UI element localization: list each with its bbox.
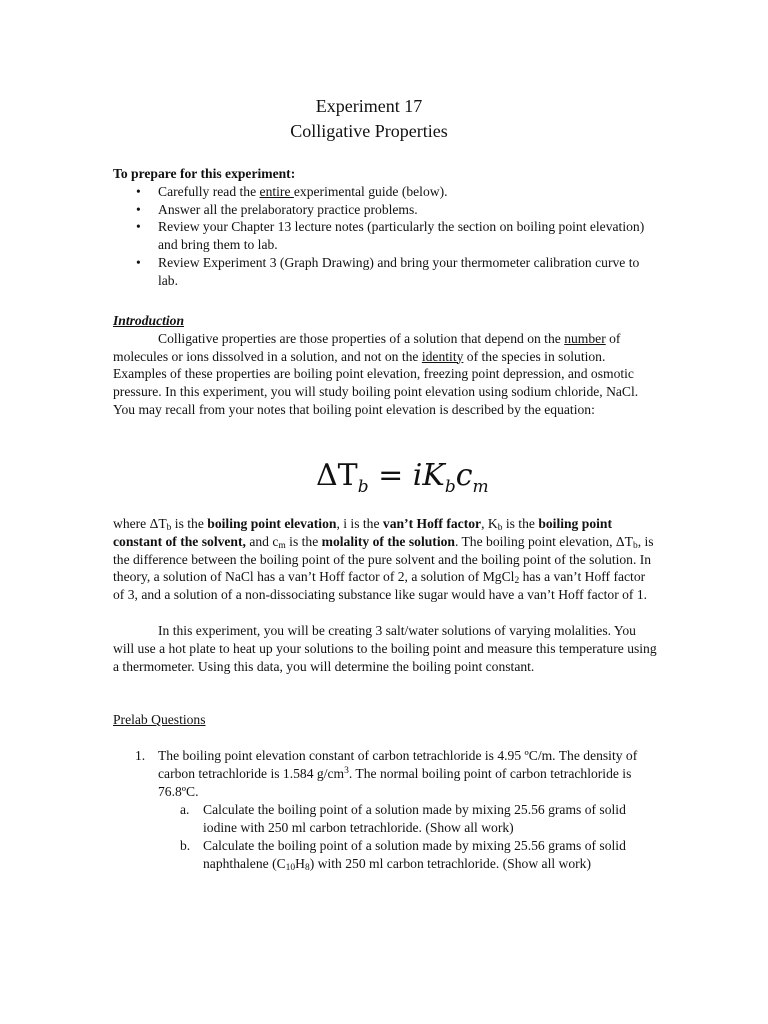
question-1-text: The boiling point elevation constant of carbon tetrachloride is 4.95 ºC/m. The density of carbon tetrachloride is 1.584 $g/cm^3$. The normal boiling point of carbon tetrachloride is 76.8ºC.	[158, 748, 638, 799]
question-1a-text: Calculate the boiling point of a solution made by mixing 25.56 grams of solid iodine with 250 ml carbon tetrachloride. (Show all work)	[203, 802, 626, 835]
experiment-number: Experiment 17	[315, 96, 423, 116]
prepare-item: • Carefully read the entire experimental guide (below).	[113, 183, 658, 201]
prepare-heading: To prepare for this experiment:	[113, 166, 296, 181]
prepare-item: • Review your Chapter 13 lecture notes (particularly the section on boiling point elevation) and bring them to lab.	[113, 218, 658, 254]
prepare-list	[113, 183, 658, 290]
question-1b-label: b.	[180, 838, 191, 853]
prepare-section	[113, 165, 658, 290]
intro-paragraph-1: Colligative properties are those properties of a solution that depend on the number of molecules or ions dissolved in a solution, and not on the identity of the species in solution. Examples of these properties are boiling point elevation, freezing point depression, and osmotic pressure. In this experiment, you will study boiling point elevation using sodium chloride, NaCl. You may recall from your notes that boiling point elevation is described by the equation:	[113, 330, 639, 417]
question-1a-label: a.	[180, 802, 190, 817]
introduction-section	[113, 312, 658, 419]
intro-paragraph-2: where $\Delta T_b$ is the boiling point elevation, i is the van’t Hoff factor, $K_b$ is the boiling point constant of the solvent, and $c_m$ is the molality of the solution. The boiling point elevation, $\Delta T_b$, is the difference between the boiling point of the pure solvent and the boiling point of the solution. In theory, a solution of NaCl has a van’t Hoff factor of 2, a solution of MgCl$_2$ has a van’t Hoff factor of 3, and a solution of a non-dissociating substance like sugar would have a van’t Hoff factor of 1.	[113, 516, 654, 603]
prepare-item: • Review Experiment 3 (Graph Drawing) and bring your thermometer calibration curve to lab.	[113, 254, 658, 290]
boiling-point-equation: $\Delta T_b = iK_bc_m$	[316, 458, 489, 497]
prelab-heading: Prelab Questions	[113, 712, 206, 727]
question-1-number: 1.	[135, 748, 146, 763]
intro-paragraph-3: In this experiment, you will be creating 3 salt/water solutions of varying molalities. You will use a hot plate to heat up your solutions to the boiling point and measure this temperature using a thermometer. Using this data, you will determine the boiling point constant.	[113, 623, 657, 674]
underlined-word: entire	[259, 183, 294, 199]
question-1b-text: Calculate the boiling point of a solution made by mixing 25.56 grams of solid naphthalene $(C_{10}H_8)$ with 250 ml carbon tetrachloride. (Show all work)	[203, 838, 626, 873]
experiment-title: Colligative Properties	[290, 121, 448, 141]
introduction-heading: Introduction	[113, 313, 185, 328]
prepare-item: • Answer all the prelaboratory practice problems.	[113, 201, 658, 219]
